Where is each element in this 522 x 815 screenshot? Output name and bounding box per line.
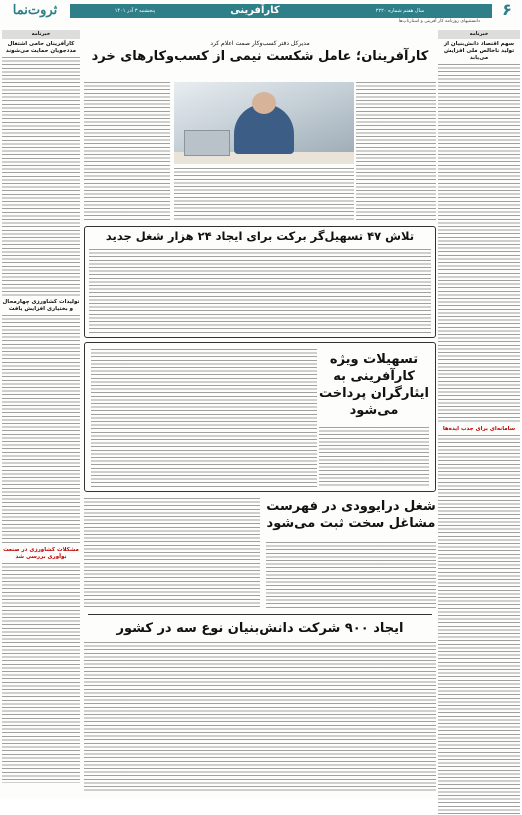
sidebar-heading: مشکلات کشاورزی در صنعت نوآوری بررسی شد	[3, 547, 79, 560]
sidebar-tag: خبرنامه	[438, 30, 520, 39]
story-body-text	[319, 427, 429, 487]
issue-date: پنجشنبه ۳ آذر ۱۴۰۱	[114, 8, 156, 14]
sidebar-heading: کارآفرینان حامی اشتغال مددجویان حمایت می‌شوند	[5, 41, 77, 54]
story-body-text	[266, 542, 436, 608]
sidebar-heading: سامانه‌ای برای جذب ایده‌ها	[442, 426, 516, 432]
story-section	[84, 498, 436, 610]
lead-kicker: مدیرکل دفتر کسب‌وکار صمت اعلام کرد	[210, 40, 310, 47]
laptop-icon	[184, 130, 230, 156]
lead-headline: کارآفرینان؛ عامل شکست نیمی از کسب‌وکارهای خرد	[91, 49, 429, 64]
divider	[88, 614, 432, 615]
sidebar-heading: تولیدات کشاورزی چهارمحال و بختیاری افزایش یافت	[2, 299, 80, 312]
sidebar-heading: سهم اقتصاد دانش‌بنیان از تولید ناخالص ملی افزایش می‌یابد	[443, 41, 515, 61]
lead-photo	[174, 82, 354, 164]
sidebar-body-text	[2, 315, 80, 545]
issue-number: سال هفتم شماره ۲۲۲۰	[375, 8, 425, 14]
story-headline: ایجاد ۹۰۰ شرکت دانش‌بنیان نوع سه در کشور	[116, 621, 404, 636]
sidebar-body-text	[438, 435, 520, 815]
sidebar-body-text	[2, 57, 80, 297]
story-headline: تلاش ۴۷ تسهیل‌گر برکت برای ایجاد ۲۴ هزار شغل جدید	[105, 229, 415, 243]
page-header	[0, 0, 522, 28]
story-headline: تسهیلات ویژه کارآفرینی به ایثارگران پرداخت می‌شود	[319, 352, 429, 418]
page-number: ۶	[502, 0, 512, 19]
lead-body-text	[174, 168, 354, 222]
story-box	[84, 226, 436, 338]
left-sidebar	[2, 30, 80, 794]
right-sidebar	[438, 30, 520, 794]
header-subtitle: دانستنیهای روزنامه کار آفرینی و استارتاپ‌ها	[398, 19, 480, 24]
lead-body-text	[84, 82, 170, 222]
story-body-text	[91, 349, 317, 487]
story-headline: شغل درایوودی در فهرست مشاغل سخت ثبت می‌شود	[266, 499, 436, 531]
main-column	[84, 30, 436, 794]
section-title: کارآفرینی	[230, 5, 280, 16]
sidebar-body-text	[2, 563, 80, 783]
story-body-text	[84, 642, 436, 792]
masthead-logo: ثروت‌نما	[12, 3, 58, 18]
story-body-text	[89, 249, 431, 333]
story-box	[84, 342, 436, 492]
sidebar-body-text	[438, 64, 520, 424]
story-body-text	[84, 498, 260, 608]
sidebar-tag: خبرنامه	[2, 30, 80, 39]
lead-body-text	[356, 82, 436, 222]
